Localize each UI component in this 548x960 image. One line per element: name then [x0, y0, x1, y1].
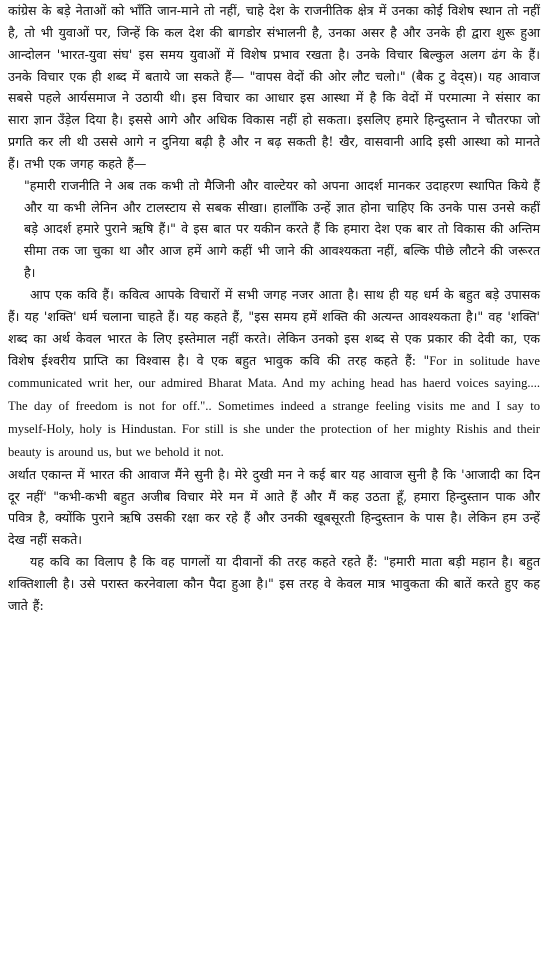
paragraph-lament: यह कवि का विलाप है कि वह पागलों या दीवानों की तरह कहते रहते हैं: "हमारी माता बड़ी महान है। बहुत शक्तिशाली है। उसे परास्त करनेवाला कौन पैदा हुआ है।" इस तरह वे केवल मात्र भावुकता की बातें करते हुए कह जाते हैं: [8, 554, 540, 613]
paragraph-poet-hindi: आप एक कवि हैं। कवित्व आपके विचारों में सभी जगह नजर आता है। साथ ही यह धर्म के बहुत बड़े उपासक हैं। यह 'शक्ति' धर्म चलाना चाहते हैं। यह कहते हैं, "इस समय हमें शक्ति की अत्यन्त आवश्यकता है।" वह 'शक्ति' शब्द का अर्थ केवल भारत के लिए इस्तेमाल नहीं करते। लेकिन उनको इस शब्द से एक प्रकार की देवी का, एक विशेष ईश्वरीय प्राप्ति का विश्वास है। वे एक बहुत भावुक कवि की तरह कहते हैं: " [8, 286, 540, 368]
paragraph-quotation: "हमारी राजनीति ने अब तक कभी तो मैजिनी और वाल्टेयर को अपना आदर्श मानकर उदाहरण स्थापित किये हैं और या कभी लेनिन और टालस्टाय से सबक सीखा। हालाँकि उन्हें ज्ञात होना चाहिए कि उनके पास उनसे कहीं बड़े आदर्श हमारे पुराने ऋषि हैं।" वे इस बात पर यकीन करते हैं कि हमारा देश एक बार तो विकास की अन्तिम सीमा तक जा चुका था और आज हमें आगे कहीं भी जाने की आवश्यकता नहीं, बल्कि पीछे लौटने की जरूरत है। [24, 177, 540, 281]
paragraph-poet-english-quote: For in solitude have communicated writ her, our admired Bharat Mata. And my aching head has haerd voices saying.... The day of freedom is not for off.".. Sometimes indeed a strange feeling visits me and I say to myself-Holy, holy is Hindustan. For still is she under the protection of her mighty Rishis and their beauty is around us, but we behold it not. [8, 353, 541, 459]
document-page [8, 0, 540, 960]
paragraph-opening: कांग्रेस के बड़े नेताओं को भाँति जान-माने तो नहीं, चाहे देश के राजनीतिक क्षेत्र में उनका कोई विशेष स्थान तो नहीं है, तो भी युवाओं पर, जिन्हें कि कल देश की बागडोर संभालनी है, उनका असर है और उनके ही द्वारा शुरू हुआ आन्दोलन 'भारत-युवा संघ' इस समय युवाओं में विशेष प्रभाव रखता है। उनके विचार बिल्कुल अलग ढंग के हैं। उनके विचार एक ही शब्द में बताये जा सकते हैं— "वापस वेदों की ओर लौट चलो।" (बैक टु वेद्स)। यह आवाज सबसे पहले आर्यसमाज ने उठायी थी। इस विचार का आधार इस आस्था में है कि वेदों में परमात्मा ने संसार का सारा ज्ञान उँड़ेल दिया है। इससे आगे और अधिक विकास नहीं हो सकता। इसलिए हमारे हिन्दुस्तान ने चौतरफा जो प्रगति कर ली थी उससे आगे न दुनिया बढ़ी है और न बढ़ सकती है! खैर, वासवानी आदि इसी आस्था को मानते हैं। तभी एक जगह कहते हैं— [8, 3, 540, 171]
paragraph-translation: अर्थात एकान्त में भारत की आवाज मैंने सुनी है। मेरे दुखी मन ने कई बार यह आवाज सुनी है कि 'आजादी का दिन दूर नहीं' "कभी-कभी बहुत अजीब विचार मेरे मन में आते हैं और मैं कह उठता हूँ, हमारा हिन्दुस्तान पाक और पवित्र है, क्योंकि पुराने ऋषि उसकी रक्षा कर रहे हैं और उनकी खूबसूरती हिन्दुस्तान के पास है। लेकिन हम उन्हें देख नहीं सकते। [8, 466, 540, 548]
paragraph-poet [8, 284, 540, 464]
